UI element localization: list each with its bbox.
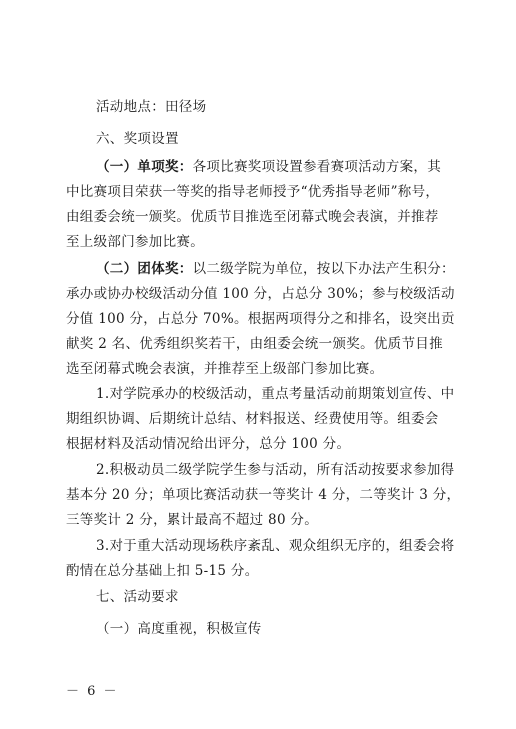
paragraph-individual-award-line4: 至上级部门参加比赛。 <box>66 234 204 250</box>
paragraph-team-award-line1: （二）团体奖：以二级学院为单位，按以下办法产生积分： <box>96 261 455 277</box>
criteria-item1-line3: 根据材料及活动情况给出评分，总分 100 分。 <box>66 436 351 452</box>
paragraph-team-award-line3: 分值 100 分，占总分 70%。根据两项得分之和排名，设突出贡 <box>66 311 455 327</box>
criteria-item3-line1: 3.对于重大活动现场秩序紊乱、观众组织无序的，组委会将 <box>96 538 455 554</box>
team-award-label: （二）团体奖： <box>96 261 193 277</box>
section-heading-requirements: 七、活动要求 <box>96 589 179 605</box>
criteria-item2-line2: 基本分 20 分；单项比赛活动获一等奖计 4 分，二等奖计 3 分， <box>66 487 461 503</box>
activity-location: 活动地点：田径场 <box>96 99 207 115</box>
subsection-heading-emphasis: （一）高度重视，积极宣传 <box>96 621 262 637</box>
criteria-item2-line1: 2.积极动员二级学院学生参与活动，所有活动按要求参加得 <box>96 462 455 478</box>
paragraph-individual-award-line1: （一）单项奖：各项比赛奖项设置参看赛项活动方案，其 <box>96 159 442 175</box>
paragraph-team-award-line5: 选至闭幕式晚会表演，并推荐至上级部门参加比赛。 <box>66 361 384 377</box>
criteria-item1-line1: 1.对学院承办的校级活动，重点考量活动前期策划宣传、中 <box>96 386 455 402</box>
criteria-item2-line3: 三等奖计 2 分，累计最高不超过 80 分。 <box>66 512 319 528</box>
paragraph-team-award-line2: 承办或协办校级活动分值 100 分，占总分 30%；参与校级活动 <box>66 286 455 302</box>
page-number: － 6 － <box>66 684 119 699</box>
paragraph-individual-award-line2: 中比赛项目荣获一等奖的指导老师授予“优秀指导老师”称号， <box>66 184 440 200</box>
paragraph-team-award-line4: 献奖 2 名、优秀组织奖若干，由组委会统一颁奖。优质节目推 <box>66 336 443 352</box>
section-heading-awards: 六、奖项设置 <box>96 131 179 147</box>
criteria-item1-line2: 期组织协调、后期统计总结、材料报送、经费使用等。组委会 <box>66 411 439 427</box>
paragraph-individual-award-line3: 由组委会统一颁奖。优质节目推选至闭幕式晚会表演，并推荐 <box>66 209 439 225</box>
individual-award-label: （一）单项奖： <box>96 159 193 175</box>
criteria-item3-line2: 酌情在总分基础上扣 5-15 分。 <box>66 563 259 579</box>
